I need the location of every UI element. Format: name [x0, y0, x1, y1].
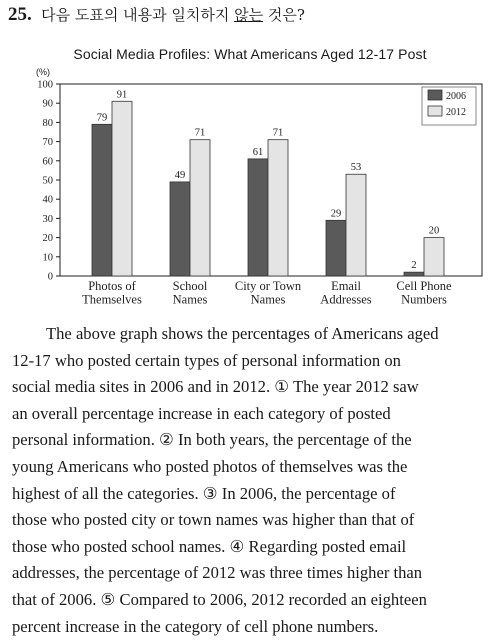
- question-text-after: 것은?: [263, 6, 305, 24]
- data-label: 71: [272, 127, 284, 139]
- passage-line: an overall percentage increase in each category of posted: [12, 403, 391, 423]
- data-label: 71: [194, 127, 206, 139]
- y-unit-label: (%): [36, 67, 50, 77]
- passage-line: personal information. ② In both years, the percentage of the: [12, 430, 412, 450]
- y-tick-label: 0: [47, 271, 53, 283]
- passage-line: highest of all the categories. ③ In 2006, the percentage of: [12, 483, 396, 503]
- passage-line: The above graph shows the percentages of Americans aged: [46, 324, 439, 343]
- passage: [12, 321, 494, 640]
- passage-line: those who posted city or town names was higher than that of: [12, 510, 415, 530]
- bar-2006: [92, 124, 112, 276]
- bar-chart: [0, 62, 500, 312]
- category-label: City or Town: [234, 279, 302, 293]
- data-label: 49: [174, 169, 186, 181]
- y-tick-label: 90: [42, 98, 53, 110]
- passage-line: percent increase in the category of cell phone numbers.: [12, 616, 379, 636]
- bar-2006: [248, 159, 268, 276]
- passage-line: social media sites in 2006 and in 2012. ① The year 2012 saw: [12, 377, 419, 397]
- passage-line: addresses, the percentage of 2012 was three times higher than: [12, 563, 423, 583]
- category-label: Names: [172, 292, 208, 307]
- y-tick-label: 70: [42, 137, 53, 149]
- data-label: 91: [116, 89, 128, 101]
- chart-title: Social Media Profiles: What Americans Aged 12-17 Post: [73, 46, 427, 62]
- data-label: 53: [350, 162, 362, 174]
- question-prompt: [41, 6, 305, 24]
- category-label: Themselves: [82, 292, 142, 307]
- category-label: Addresses: [320, 292, 372, 307]
- question-header: [8, 4, 305, 26]
- question-number: 25.: [8, 4, 32, 25]
- y-tick-label: 20: [42, 233, 53, 245]
- data-label: 79: [96, 112, 108, 124]
- y-tick-label: 40: [42, 194, 53, 206]
- category-label: Numbers: [401, 292, 447, 307]
- bar-2012: [424, 238, 444, 276]
- data-label: 2: [411, 260, 417, 272]
- category-label: Names: [250, 292, 286, 307]
- category-label: Photos of: [88, 279, 136, 293]
- category-label: Email: [331, 279, 361, 293]
- bar-2006: [326, 220, 346, 276]
- category-label: School: [172, 279, 208, 293]
- y-tick-label: 10: [42, 252, 53, 264]
- question-text-underlined: 않는: [234, 6, 264, 24]
- data-label: 20: [428, 225, 440, 237]
- legend-swatch: [428, 106, 442, 116]
- bar-2012: [112, 101, 132, 276]
- category-label: Cell Phone: [396, 279, 452, 293]
- y-tick-label: 50: [42, 175, 53, 187]
- data-label: 61: [252, 146, 264, 158]
- bar-2006: [170, 182, 190, 276]
- passage-line: that of 2006. ⑤ Compared to 2006, 2012 recorded an eighteen: [12, 589, 427, 609]
- y-tick-label: 60: [42, 156, 53, 168]
- data-label: 29: [330, 208, 342, 220]
- passage-line: young Americans who posted photos of themselves was the: [12, 456, 408, 476]
- passage-line: those who posted school names. ④ Regarding posted email: [12, 536, 407, 556]
- question-text-before: 다음 도표의 내용과 일치하지: [41, 6, 235, 24]
- bar-2012: [346, 174, 366, 276]
- y-tick-label: 30: [42, 213, 53, 225]
- bar-2006: [404, 272, 424, 276]
- legend-swatch: [428, 90, 442, 100]
- y-tick-label: 80: [42, 117, 53, 129]
- y-tick-label: 100: [37, 79, 53, 91]
- legend-label: 2006: [446, 91, 466, 102]
- bar-2012: [190, 140, 210, 276]
- passage-line: 12-17 who posted certain types of personal information on: [12, 350, 401, 370]
- legend-label: 2012: [446, 107, 466, 118]
- bar-2012: [268, 140, 288, 276]
